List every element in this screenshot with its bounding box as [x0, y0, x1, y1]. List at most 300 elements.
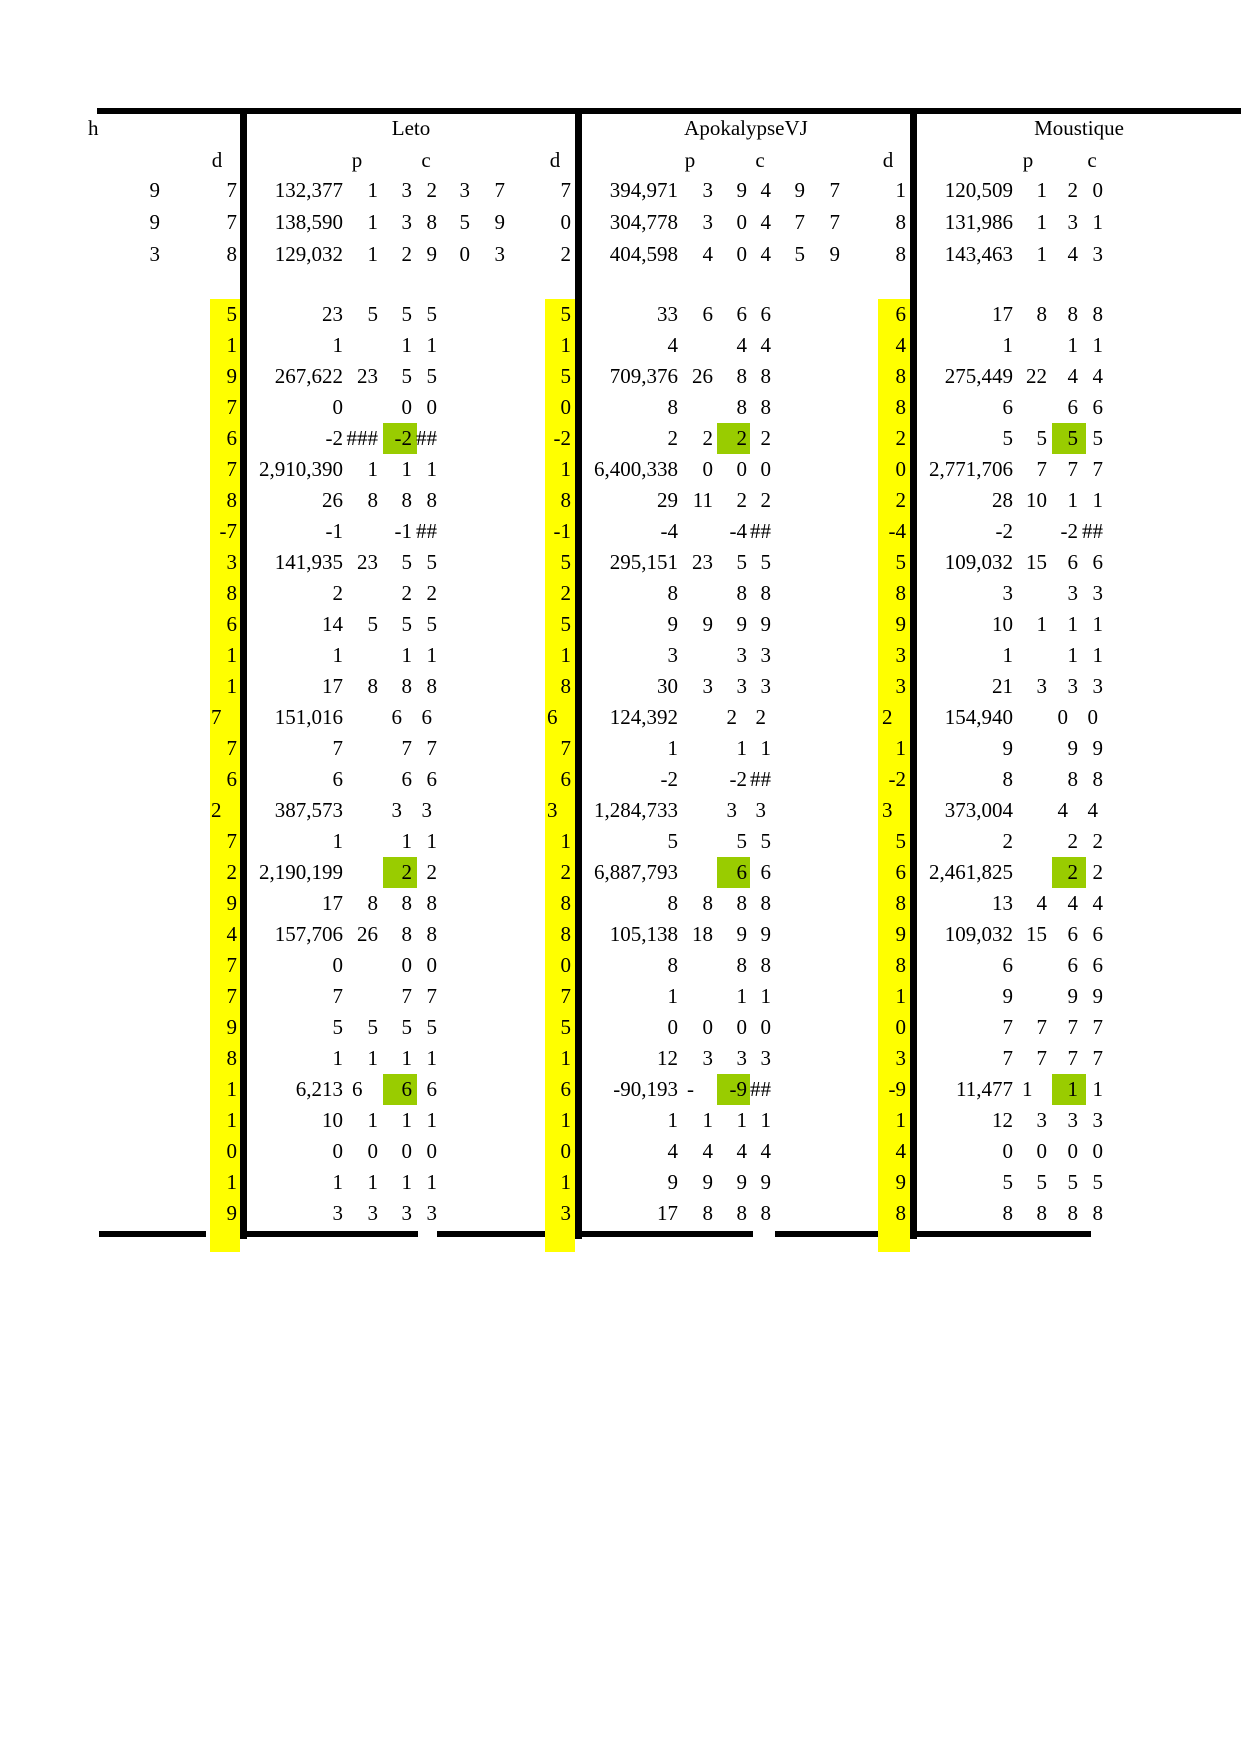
- cell-apok-digit[interactable]: 4: [702, 242, 713, 266]
- cell-apok-p[interactable]: 1,284,733: [594, 798, 678, 822]
- cell-mous-c2[interactable]: 0: [1057, 705, 1068, 729]
- cell-mous-c1[interactable]: 22: [1026, 364, 1047, 388]
- cell-leto-c2[interactable]: 1: [401, 829, 412, 853]
- cell-d-apok[interactable]: 9: [895, 922, 906, 946]
- cell-apok-c2[interactable]: 6: [736, 860, 747, 884]
- cell-apok-c3[interactable]: 5: [760, 829, 771, 853]
- cell-leto-c2[interactable]: 3: [391, 798, 402, 822]
- cell-apok-c1[interactable]: -: [687, 1077, 694, 1101]
- cell-d-apok[interactable]: -4: [888, 519, 906, 543]
- cell-d-leto[interactable]: 5: [560, 364, 571, 388]
- cell-apok-c3[interactable]: 4: [760, 333, 771, 357]
- cell-apok-c1[interactable]: 9: [702, 1170, 713, 1194]
- cell-d-leto[interactable]: 7: [560, 178, 571, 202]
- cell-apok-digit[interactable]: 0: [736, 242, 747, 266]
- cell-mous-c2[interactable]: 1: [1067, 333, 1078, 357]
- cell-mous-c1[interactable]: 15: [1026, 550, 1047, 574]
- cell-mous-digit[interactable]: 1: [1036, 242, 1047, 266]
- cell-apok-p[interactable]: 4: [667, 1139, 678, 1163]
- cell-leto-c2[interactable]: 6: [401, 767, 412, 791]
- cell-apok-p[interactable]: 5: [667, 829, 678, 853]
- cell-apok-c1[interactable]: 11: [692, 488, 713, 512]
- cell-apok-c3[interactable]: 8: [760, 953, 771, 977]
- cell-d-leto[interactable]: 2: [560, 860, 571, 884]
- cell-mous-c1[interactable]: 8: [1036, 302, 1047, 326]
- cell-mous-c2[interactable]: 5: [1067, 426, 1078, 450]
- cell-leto-c3[interactable]: 2: [426, 860, 437, 884]
- cell-apok-c2[interactable]: 1: [736, 1108, 747, 1132]
- cell-d-left[interactable]: 6: [226, 612, 237, 636]
- col-label-p-apokalypsevj[interactable]: p: [684, 148, 696, 172]
- cell-d-leto[interactable]: 1: [560, 1170, 571, 1194]
- cell-apok-c3[interactable]: 1: [760, 1108, 771, 1132]
- cell-d-left[interactable]: 2: [226, 860, 237, 884]
- cell-d-left[interactable]: 0: [226, 1139, 237, 1163]
- cell-apok-c2[interactable]: 5: [736, 829, 747, 853]
- cell-mous-c3[interactable]: 6: [1092, 953, 1103, 977]
- cell-mous-c2[interactable]: 1: [1067, 643, 1078, 667]
- cell-leto-p[interactable]: 1: [332, 643, 343, 667]
- cell-mous-c1[interactable]: 7: [1036, 1015, 1047, 1039]
- cell-apok-c2[interactable]: 3: [726, 798, 737, 822]
- cell-mous-p[interactable]: 11,477: [956, 1077, 1013, 1101]
- cell-apok-p[interactable]: 12: [657, 1046, 678, 1070]
- cell-leto-digit[interactable]: 8: [426, 210, 437, 234]
- cell-apok-c3[interactable]: 8: [760, 581, 771, 605]
- cell-leto-c2[interactable]: -1: [394, 519, 412, 543]
- cell-apok-c2[interactable]: 0: [736, 1015, 747, 1039]
- cell-apok-p[interactable]: 1: [667, 1108, 678, 1132]
- cell-mous-c2[interactable]: 2: [1067, 829, 1078, 853]
- cell-leto-c2[interactable]: 5: [401, 302, 412, 326]
- cell-d-left[interactable]: 9: [226, 891, 237, 915]
- cell-d-left[interactable]: 7: [226, 953, 237, 977]
- cell-d-leto[interactable]: 8: [560, 488, 571, 512]
- cell-mous-p[interactable]: 9: [1002, 984, 1013, 1008]
- cell-leto-p[interactable]: 1: [332, 1170, 343, 1194]
- cell-d-apok[interactable]: 1: [895, 1108, 906, 1132]
- cell-leto-c1[interactable]: 26: [357, 922, 378, 946]
- cell-d-left[interactable]: -7: [219, 519, 237, 543]
- cell-mous-digit[interactable]: 1: [1092, 210, 1103, 234]
- cell-mous-c2[interactable]: 3: [1067, 1108, 1078, 1132]
- cell-leto-digit[interactable]: 7: [494, 178, 505, 202]
- cell-d-leto[interactable]: 3: [547, 798, 558, 822]
- cell-d-leto[interactable]: 8: [560, 674, 571, 698]
- cell-leto-digit[interactable]: 9: [494, 210, 505, 234]
- cell-apok-p[interactable]: 295,151: [609, 550, 678, 574]
- cell-apok-c2[interactable]: -9: [729, 1077, 747, 1101]
- cell-apok-digit[interactable]: 9: [829, 242, 840, 266]
- cell-apok-p[interactable]: 30: [657, 674, 678, 698]
- cell-mous-c2[interactable]: 5: [1067, 1170, 1078, 1194]
- cell-d-left[interactable]: 7: [226, 395, 237, 419]
- cell-d-apok[interactable]: 8: [895, 581, 906, 605]
- cell-d-apok[interactable]: 4: [895, 1139, 906, 1163]
- cell-d-apok[interactable]: 8: [895, 953, 906, 977]
- cell-leto-p[interactable]: 138,590: [274, 210, 343, 234]
- cell-leto-c2[interactable]: 1: [401, 333, 412, 357]
- cell-d-apok[interactable]: 2: [882, 705, 893, 729]
- cell-leto-c2[interactable]: 6: [391, 705, 402, 729]
- cell-apok-c3[interactable]: 5: [760, 550, 771, 574]
- cell-leto-c1[interactable]: 5: [367, 1015, 378, 1039]
- cell-apok-c2[interactable]: 3: [736, 674, 747, 698]
- cell-d-apok[interactable]: 0: [895, 457, 906, 481]
- cell-mous-c3[interactable]: 8: [1092, 302, 1103, 326]
- cell-apok-p[interactable]: 9: [667, 1170, 678, 1194]
- cell-mous-p[interactable]: 28: [992, 488, 1013, 512]
- cell-apok-p[interactable]: 1: [667, 736, 678, 760]
- cell-d-left[interactable]: 1: [226, 674, 237, 698]
- cell-apok-c3[interactable]: 3: [755, 798, 766, 822]
- cell-mous-c3[interactable]: 5: [1092, 1170, 1103, 1194]
- cell-leto-digit[interactable]: 3: [401, 210, 412, 234]
- cell-apok-digit[interactable]: 7: [829, 178, 840, 202]
- cell-d-leto[interactable]: 7: [560, 736, 571, 760]
- cell-apok-c2[interactable]: -4: [729, 519, 747, 543]
- cell-mous-p[interactable]: 6: [1002, 953, 1013, 977]
- cell-leto-c3[interactable]: 5: [426, 550, 437, 574]
- cell-apok-p[interactable]: 1: [667, 984, 678, 1008]
- cell-d-left[interactable]: 8: [226, 1046, 237, 1070]
- cell-d-leto[interactable]: 3: [560, 1201, 571, 1225]
- cell-leto-p[interactable]: 14: [322, 612, 343, 636]
- cell-d-apok[interactable]: 2: [895, 488, 906, 512]
- cell-mous-c1[interactable]: 7: [1036, 457, 1047, 481]
- cell-mous-p[interactable]: 2: [1002, 829, 1013, 853]
- cell-leto-p[interactable]: 387,573: [274, 798, 343, 822]
- cell-leto-c3[interactable]: 1: [426, 333, 437, 357]
- cell-left-value[interactable]: 3: [149, 242, 160, 266]
- cell-d-apok[interactable]: 3: [895, 1046, 906, 1070]
- cell-mous-c3[interactable]: 0: [1087, 705, 1098, 729]
- cell-leto-c3[interactable]: 0: [426, 953, 437, 977]
- cell-leto-c1[interactable]: 23: [357, 550, 378, 574]
- cell-d-leto[interactable]: -2: [553, 426, 571, 450]
- cell-d-leto[interactable]: 2: [560, 581, 571, 605]
- cell-mous-p[interactable]: 8: [1002, 1201, 1013, 1225]
- cell-d-leto[interactable]: 1: [560, 1046, 571, 1070]
- cell-leto-c3[interactable]: 7: [426, 736, 437, 760]
- col-label-d-apokalypsevj[interactable]: d: [882, 148, 894, 172]
- cell-mous-c3[interactable]: 6: [1092, 395, 1103, 419]
- cell-leto-p[interactable]: 267,622: [274, 364, 343, 388]
- cell-leto-p[interactable]: 7: [332, 736, 343, 760]
- cell-leto-c2[interactable]: -2: [394, 426, 412, 450]
- cell-apok-c1[interactable]: 3: [702, 674, 713, 698]
- cell-mous-digit[interactable]: 1: [1036, 210, 1047, 234]
- cell-d-leto[interactable]: 0: [560, 953, 571, 977]
- cell-apok-c1[interactable]: 3: [702, 1046, 713, 1070]
- cell-mous-p[interactable]: 3: [1002, 581, 1013, 605]
- cell-apok-digit[interactable]: 4: [760, 210, 771, 234]
- cell-apok-c3[interactable]: 6: [760, 860, 771, 884]
- cell-leto-p[interactable]: 2,190,199: [259, 860, 343, 884]
- cell-leto-c1[interactable]: 1: [367, 457, 378, 481]
- cell-leto-c2[interactable]: 8: [401, 674, 412, 698]
- cell-apok-p[interactable]: 8: [667, 891, 678, 915]
- cell-d-left[interactable]: 7: [211, 705, 222, 729]
- cell-apok-c3[interactable]: 2: [755, 705, 766, 729]
- col-label-d-left[interactable]: d: [211, 148, 223, 172]
- cell-apok-c1[interactable]: 26: [692, 364, 713, 388]
- cell-d-leto[interactable]: 7: [560, 984, 571, 1008]
- cell-mous-c3[interactable]: 3: [1092, 1108, 1103, 1132]
- cell-mous-c1[interactable]: 8: [1036, 1201, 1047, 1225]
- cell-leto-c2[interactable]: 5: [401, 550, 412, 574]
- cell-leto-c2[interactable]: 3: [401, 1201, 412, 1225]
- cell-mous-c1[interactable]: 5: [1036, 426, 1047, 450]
- cell-mous-p[interactable]: 9: [1002, 736, 1013, 760]
- cell-leto-c1[interactable]: ###: [346, 426, 378, 450]
- cell-leto-digit[interactable]: 1: [367, 242, 378, 266]
- cell-mous-c2[interactable]: 3: [1067, 581, 1078, 605]
- cell-leto-p[interactable]: 2,910,390: [259, 457, 343, 481]
- cell-leto-c2[interactable]: 1: [401, 1170, 412, 1194]
- cell-d-left[interactable]: 5: [226, 302, 237, 326]
- cell-mous-p[interactable]: 2,461,825: [929, 860, 1013, 884]
- cell-apok-c3[interactable]: 3: [760, 643, 771, 667]
- cell-mous-p[interactable]: 10: [992, 612, 1013, 636]
- cell-d-leto[interactable]: 5: [560, 550, 571, 574]
- cell-mous-p[interactable]: 275,449: [944, 364, 1013, 388]
- cell-d-apok[interactable]: 8: [895, 395, 906, 419]
- cell-leto-c1[interactable]: 1: [367, 1046, 378, 1070]
- cell-leto-c3[interactable]: 5: [426, 612, 437, 636]
- cell-mous-c2[interactable]: 9: [1067, 736, 1078, 760]
- cell-apok-c3[interactable]: 1: [760, 736, 771, 760]
- cell-leto-c1[interactable]: 0: [367, 1139, 378, 1163]
- section-title-moustique[interactable]: Moustique: [1034, 116, 1124, 140]
- cell-leto-c3[interactable]: 3: [426, 1201, 437, 1225]
- cell-mous-c3[interactable]: 3: [1092, 581, 1103, 605]
- cell-d-leto[interactable]: 1: [560, 333, 571, 357]
- cell-mous-p[interactable]: 17: [992, 302, 1013, 326]
- cell-apok-c2[interactable]: 2: [726, 705, 737, 729]
- cell-mous-c3[interactable]: 5: [1092, 426, 1103, 450]
- cell-d-apok[interactable]: 4: [895, 333, 906, 357]
- cell-leto-c3[interactable]: 3: [421, 798, 432, 822]
- cell-mous-p[interactable]: 7: [1002, 1015, 1013, 1039]
- cell-leto-digit[interactable]: 3: [459, 178, 470, 202]
- cell-apok-c3[interactable]: 0: [760, 457, 771, 481]
- cell-apok-p[interactable]: 394,971: [609, 178, 678, 202]
- section-title-apokalypsevj[interactable]: ApokalypseVJ: [684, 116, 808, 140]
- cell-leto-digit[interactable]: 3: [401, 178, 412, 202]
- cell-leto-c3[interactable]: 1: [426, 643, 437, 667]
- cell-leto-c1[interactable]: 3: [367, 1201, 378, 1225]
- cell-apok-p[interactable]: 8: [667, 395, 678, 419]
- cell-apok-p[interactable]: 304,778: [609, 210, 678, 234]
- cell-apok-c2[interactable]: -2: [729, 767, 747, 791]
- cell-mous-digit[interactable]: 3: [1067, 210, 1078, 234]
- cell-apok-c2[interactable]: 1: [736, 736, 747, 760]
- cell-leto-c3[interactable]: 5: [426, 302, 437, 326]
- cell-d-leto[interactable]: -1: [553, 519, 571, 543]
- cell-apok-p[interactable]: -2: [660, 767, 678, 791]
- cell-d-left[interactable]: 8: [226, 581, 237, 605]
- cell-apok-c1[interactable]: 8: [702, 891, 713, 915]
- cell-apok-digit[interactable]: 5: [794, 242, 805, 266]
- cell-leto-c1[interactable]: 5: [367, 612, 378, 636]
- cell-d-left[interactable]: 8: [226, 242, 237, 266]
- cell-d-leto[interactable]: 2: [560, 242, 571, 266]
- cell-mous-c2[interactable]: 1: [1067, 488, 1078, 512]
- cell-apok-c2[interactable]: 0: [736, 457, 747, 481]
- cell-apok-digit[interactable]: 4: [760, 178, 771, 202]
- cell-mous-c1[interactable]: 15: [1026, 922, 1047, 946]
- cell-d-apok[interactable]: 6: [895, 860, 906, 884]
- cell-leto-c2[interactable]: 0: [401, 395, 412, 419]
- cell-leto-c3[interactable]: 8: [426, 674, 437, 698]
- cell-mous-c2[interactable]: 0: [1067, 1139, 1078, 1163]
- cell-mous-c1[interactable]: 0: [1036, 1139, 1047, 1163]
- cell-d-left[interactable]: 6: [226, 426, 237, 450]
- cell-d-apok[interactable]: 8: [895, 364, 906, 388]
- cell-d-left[interactable]: 1: [226, 1170, 237, 1194]
- cell-mous-c2[interactable]: 4: [1057, 798, 1068, 822]
- cell-leto-c1[interactable]: 8: [367, 488, 378, 512]
- cell-leto-p[interactable]: 151,016: [274, 705, 343, 729]
- cell-d-left[interactable]: 2: [211, 798, 222, 822]
- cell-apok-c1[interactable]: 9: [702, 612, 713, 636]
- cell-mous-c3[interactable]: 3: [1092, 674, 1103, 698]
- cell-leto-p[interactable]: 6,213: [295, 1077, 343, 1101]
- cell-mous-c3[interactable]: 4: [1092, 364, 1103, 388]
- cell-d-apok[interactable]: 9: [895, 1170, 906, 1194]
- cell-mous-c3[interactable]: 4: [1087, 798, 1098, 822]
- cell-apok-c1[interactable]: 18: [692, 922, 713, 946]
- cell-d-leto[interactable]: 0: [560, 395, 571, 419]
- cell-d-leto[interactable]: 1: [560, 829, 571, 853]
- cell-apok-digit[interactable]: 7: [829, 210, 840, 234]
- cell-apok-c1[interactable]: 8: [702, 1201, 713, 1225]
- cell-apok-p[interactable]: 105,138: [609, 922, 678, 946]
- cell-mous-p[interactable]: 6: [1002, 395, 1013, 419]
- cell-leto-c2[interactable]: 0: [401, 1139, 412, 1163]
- cell-apok-c2[interactable]: 1: [736, 984, 747, 1008]
- cell-mous-p[interactable]: -2: [995, 519, 1013, 543]
- cell-apok-digit[interactable]: 9: [794, 178, 805, 202]
- cell-leto-c2[interactable]: 1: [401, 1108, 412, 1132]
- col-label-d-leto[interactable]: d: [549, 148, 561, 172]
- cell-leto-c2[interactable]: 2: [401, 581, 412, 605]
- cell-mous-p[interactable]: 109,032: [944, 550, 1013, 574]
- cell-d-leto[interactable]: 5: [560, 612, 571, 636]
- cell-apok-c3[interactable]: 9: [760, 612, 771, 636]
- cell-d-apok[interactable]: 8: [895, 210, 906, 234]
- cell-d-leto[interactable]: 6: [560, 1077, 571, 1101]
- cell-leto-c2[interactable]: 8: [401, 922, 412, 946]
- cell-d-leto[interactable]: 6: [547, 705, 558, 729]
- cell-leto-p[interactable]: 17: [322, 674, 343, 698]
- cell-leto-c3[interactable]: 1: [426, 1170, 437, 1194]
- cell-apok-p[interactable]: 2: [667, 426, 678, 450]
- cell-leto-c2[interactable]: 8: [401, 488, 412, 512]
- cell-d-leto[interactable]: 5: [560, 1015, 571, 1039]
- cell-mous-c3[interactable]: 1: [1092, 333, 1103, 357]
- cell-d-apok[interactable]: 9: [895, 612, 906, 636]
- cell-d-leto[interactable]: 5: [560, 302, 571, 326]
- cell-leto-c3[interactable]: 1: [426, 1108, 437, 1132]
- cell-apok-c3[interactable]: ##: [750, 519, 771, 543]
- cell-leto-c3[interactable]: 0: [426, 395, 437, 419]
- cell-leto-p[interactable]: 3: [332, 1201, 343, 1225]
- cell-leto-p[interactable]: 5: [332, 1015, 343, 1039]
- cell-leto-c3[interactable]: ##: [416, 426, 437, 450]
- cell-apok-digit[interactable]: 7: [794, 210, 805, 234]
- cell-apok-c3[interactable]: 8: [760, 364, 771, 388]
- cell-apok-p[interactable]: 33: [657, 302, 678, 326]
- cell-leto-digit[interactable]: 0: [459, 242, 470, 266]
- cell-mous-c3[interactable]: 0: [1092, 1139, 1103, 1163]
- cell-d-left[interactable]: 7: [226, 736, 237, 760]
- cell-leto-c2[interactable]: 7: [401, 984, 412, 1008]
- cell-apok-p[interactable]: 6,887,793: [594, 860, 678, 884]
- cell-d-apok[interactable]: 3: [895, 674, 906, 698]
- cell-leto-c3[interactable]: 1: [426, 1046, 437, 1070]
- cell-apok-p[interactable]: 8: [667, 581, 678, 605]
- cell-mous-p[interactable]: 1: [1002, 333, 1013, 357]
- cell-leto-p[interactable]: 0: [332, 953, 343, 977]
- cell-leto-c3[interactable]: 5: [426, 364, 437, 388]
- cell-leto-c2[interactable]: 1: [401, 1046, 412, 1070]
- cell-d-apok[interactable]: 1: [895, 984, 906, 1008]
- cell-mous-c1[interactable]: 1: [1022, 1077, 1033, 1101]
- cell-mous-p[interactable]: 13: [992, 891, 1013, 915]
- cell-mous-c1[interactable]: 3: [1036, 674, 1047, 698]
- cell-mous-c2[interactable]: 7: [1067, 1015, 1078, 1039]
- cell-leto-p[interactable]: 0: [332, 1139, 343, 1163]
- cell-leto-c3[interactable]: 5: [426, 1015, 437, 1039]
- cell-mous-c2[interactable]: 6: [1067, 922, 1078, 946]
- cell-apok-digit[interactable]: 0: [736, 210, 747, 234]
- cell-mous-c2[interactable]: 1: [1067, 1077, 1078, 1101]
- cell-leto-c2[interactable]: 5: [401, 364, 412, 388]
- cell-d-leto[interactable]: 8: [560, 891, 571, 915]
- cell-mous-c3[interactable]: 6: [1092, 922, 1103, 946]
- cell-leto-digit[interactable]: 1: [367, 178, 378, 202]
- cell-leto-c1[interactable]: 1: [367, 1170, 378, 1194]
- cell-apok-p[interactable]: 6,400,338: [594, 457, 678, 481]
- cell-leto-digit[interactable]: 2: [426, 178, 437, 202]
- cell-apok-p[interactable]: 404,598: [609, 242, 678, 266]
- cell-apok-c3[interactable]: 2: [760, 488, 771, 512]
- cell-leto-p[interactable]: 1: [332, 333, 343, 357]
- cell-mous-p[interactable]: 2,771,706: [929, 457, 1013, 481]
- cell-apok-p[interactable]: 29: [657, 488, 678, 512]
- cell-mous-c3[interactable]: 1: [1092, 488, 1103, 512]
- cell-leto-p[interactable]: 6: [332, 767, 343, 791]
- cell-apok-c3[interactable]: 3: [760, 1046, 771, 1070]
- cell-d-apok[interactable]: -9: [888, 1077, 906, 1101]
- cell-leto-c3[interactable]: 8: [426, 891, 437, 915]
- cell-d-left[interactable]: 8: [226, 488, 237, 512]
- cell-left-value[interactable]: 9: [149, 178, 160, 202]
- cell-mous-c1[interactable]: 4: [1036, 891, 1047, 915]
- cell-mous-c1[interactable]: 3: [1036, 1108, 1047, 1132]
- cell-mous-c2[interactable]: 8: [1067, 302, 1078, 326]
- cell-d-leto[interactable]: 1: [560, 457, 571, 481]
- cell-leto-c3[interactable]: 6: [426, 767, 437, 791]
- cell-d-left[interactable]: 6: [226, 767, 237, 791]
- cell-apok-p[interactable]: 17: [657, 1201, 678, 1225]
- cell-apok-c2[interactable]: 9: [736, 612, 747, 636]
- cell-mous-p[interactable]: 0: [1002, 1139, 1013, 1163]
- cell-apok-c1[interactable]: 4: [702, 1139, 713, 1163]
- cell-apok-c2[interactable]: 3: [736, 1046, 747, 1070]
